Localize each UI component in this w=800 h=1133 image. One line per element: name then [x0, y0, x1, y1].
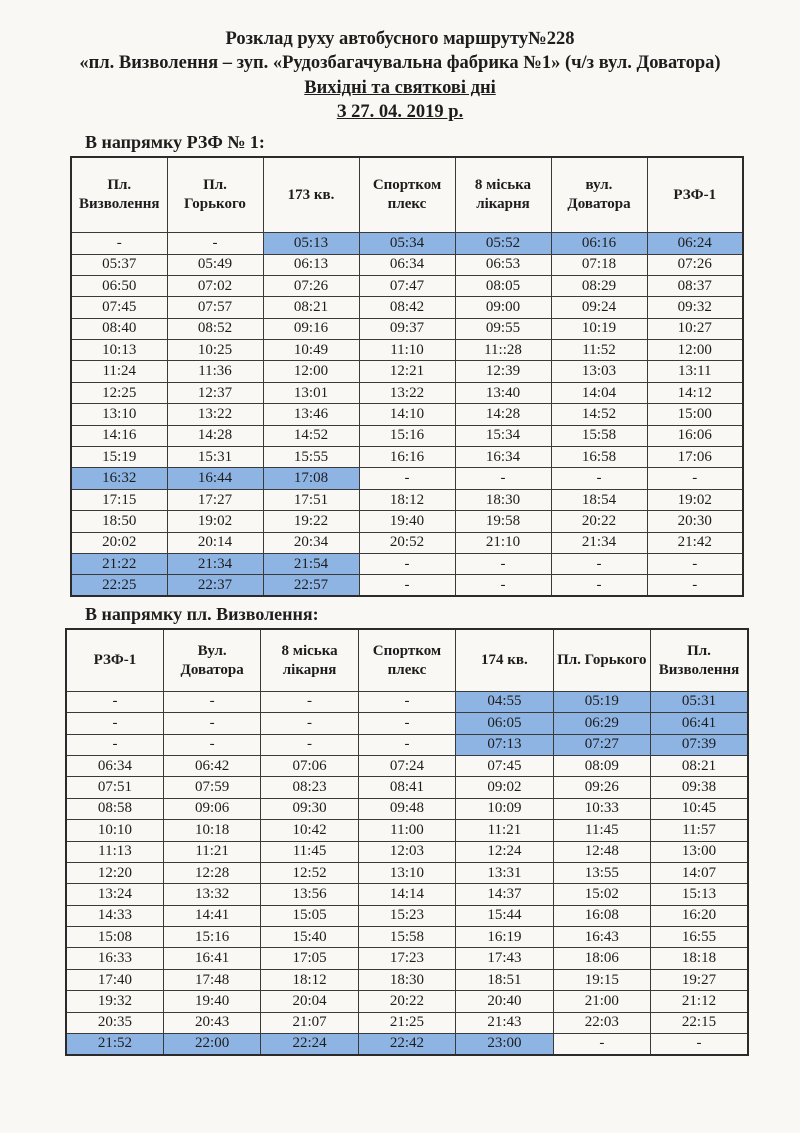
- time-cell: 10:42: [261, 820, 358, 841]
- time-cell: 11:45: [553, 820, 650, 841]
- timetable-row: [66, 755, 748, 776]
- timetable-row: [66, 1034, 748, 1055]
- time-cell: 08:23: [261, 777, 358, 798]
- time-cell: 07:26: [263, 275, 359, 296]
- column-header: Пл. Визволення: [71, 157, 167, 233]
- time-cell: 06:34: [359, 254, 455, 275]
- timetable-row: [71, 318, 743, 339]
- time-cell: -: [455, 575, 551, 596]
- section-1-label: В напрямку РЗФ № 1:: [85, 131, 265, 152]
- time-cell: 15:02: [553, 884, 650, 905]
- column-header: Пл. Горького: [167, 157, 263, 233]
- time-cell: 11:45: [261, 841, 358, 862]
- time-cell: 08:52: [167, 318, 263, 339]
- time-cell: 11:52: [551, 340, 647, 361]
- time-cell: 20:40: [456, 991, 553, 1012]
- time-cell: 20:34: [263, 532, 359, 553]
- time-cell: -: [167, 233, 263, 254]
- time-cell: 14:37: [456, 884, 553, 905]
- timetable-row: [71, 511, 743, 532]
- time-cell: -: [358, 734, 455, 755]
- time-cell: 22:25: [71, 575, 167, 596]
- time-cell: 07:06: [261, 755, 358, 776]
- time-cell: 13:24: [66, 884, 163, 905]
- time-cell: 22:00: [163, 1034, 260, 1055]
- time-cell: 18:54: [551, 489, 647, 510]
- time-cell: -: [647, 575, 743, 596]
- time-cell: 21:10: [455, 532, 551, 553]
- header-row: [71, 157, 743, 233]
- time-cell: 16:19: [456, 927, 553, 948]
- time-cell: 05:13: [263, 233, 359, 254]
- column-header: РЗФ-1: [647, 157, 743, 233]
- section-2-label: В напрямку пл. Визволення:: [85, 604, 319, 625]
- time-cell: 14:28: [455, 404, 551, 425]
- time-cell: 07:02: [167, 275, 263, 296]
- time-cell: 20:52: [359, 532, 455, 553]
- time-cell: -: [647, 468, 743, 489]
- time-cell: 21:07: [261, 1012, 358, 1033]
- time-cell: 09:37: [359, 318, 455, 339]
- time-cell: 18:30: [455, 489, 551, 510]
- time-cell: 16:44: [167, 468, 263, 489]
- timetable-row: [71, 489, 743, 510]
- time-cell: 06:29: [553, 713, 650, 734]
- time-cell: 07:45: [456, 755, 553, 776]
- timetable-row: [71, 297, 743, 318]
- time-cell: 10:27: [647, 318, 743, 339]
- time-cell: 15:19: [71, 447, 167, 468]
- time-cell: 08:41: [358, 777, 455, 798]
- time-cell: 08:21: [263, 297, 359, 318]
- time-cell: 17:40: [66, 969, 163, 990]
- time-cell: 18:50: [71, 511, 167, 532]
- time-cell: 12:52: [261, 862, 358, 883]
- time-cell: 11:13: [66, 841, 163, 862]
- time-cell: -: [163, 713, 260, 734]
- time-cell: 22:42: [358, 1034, 455, 1055]
- timetable-row: [66, 905, 748, 926]
- timetable-row: [71, 404, 743, 425]
- timetable-row: [66, 884, 748, 905]
- time-cell: 13:11: [647, 361, 743, 382]
- time-cell: 05:34: [359, 233, 455, 254]
- time-cell: 15:00: [647, 404, 743, 425]
- timetable-row: [71, 575, 743, 596]
- timetable-row: [71, 553, 743, 574]
- time-cell: 12:03: [358, 841, 455, 862]
- time-cell: 06:34: [66, 755, 163, 776]
- time-cell: 17:51: [263, 489, 359, 510]
- timetable-row: [71, 275, 743, 296]
- time-cell: 14:16: [71, 425, 167, 446]
- time-cell: 21:52: [66, 1034, 163, 1055]
- time-cell: 21:42: [647, 532, 743, 553]
- time-cell: 13:40: [455, 382, 551, 403]
- column-header: Вул. Доватора: [163, 629, 260, 691]
- time-cell: 12:37: [167, 382, 263, 403]
- time-cell: 06:24: [647, 233, 743, 254]
- time-cell: 20:04: [261, 991, 358, 1012]
- time-cell: 21:12: [651, 991, 748, 1012]
- header-row: [66, 629, 748, 691]
- time-cell: 14:10: [359, 404, 455, 425]
- time-cell: 19:40: [163, 991, 260, 1012]
- time-cell: 21:25: [358, 1012, 455, 1033]
- time-cell: 13:32: [163, 884, 260, 905]
- time-cell: 20:43: [163, 1012, 260, 1033]
- time-cell: 19:27: [651, 969, 748, 990]
- time-cell: 10:49: [263, 340, 359, 361]
- time-cell: 15:16: [359, 425, 455, 446]
- time-cell: 08:58: [66, 798, 163, 819]
- time-cell: 14:14: [358, 884, 455, 905]
- time-cell: 10:19: [551, 318, 647, 339]
- time-cell: 07:18: [551, 254, 647, 275]
- time-cell: 18:12: [261, 969, 358, 990]
- time-cell: 13:10: [358, 862, 455, 883]
- time-cell: 13:55: [553, 862, 650, 883]
- time-cell: 08:21: [651, 755, 748, 776]
- time-cell: 15:44: [456, 905, 553, 926]
- column-header: 174 кв.: [456, 629, 553, 691]
- time-cell: 08:37: [647, 275, 743, 296]
- time-cell: 08:40: [71, 318, 167, 339]
- time-cell: 06:13: [263, 254, 359, 275]
- time-cell: 05:31: [651, 691, 748, 712]
- time-cell: 16:33: [66, 948, 163, 969]
- timetable-row: [66, 798, 748, 819]
- time-cell: 21:43: [456, 1012, 553, 1033]
- time-cell: 14:41: [163, 905, 260, 926]
- time-cell: 15:34: [455, 425, 551, 446]
- timetable-row: [66, 991, 748, 1012]
- time-cell: 13:56: [261, 884, 358, 905]
- time-cell: 11:10: [359, 340, 455, 361]
- time-cell: -: [551, 553, 647, 574]
- time-cell: 22:15: [651, 1012, 748, 1033]
- time-cell: -: [551, 468, 647, 489]
- time-cell: -: [359, 575, 455, 596]
- time-cell: 16:32: [71, 468, 167, 489]
- time-cell: 18:30: [358, 969, 455, 990]
- time-cell: 18:12: [359, 489, 455, 510]
- timetable-row: [66, 927, 748, 948]
- timetable-row: [66, 969, 748, 990]
- time-cell: 10:25: [167, 340, 263, 361]
- time-cell: 20:35: [66, 1012, 163, 1033]
- time-cell: 18:06: [553, 948, 650, 969]
- document-title: Розклад руху автобусного маршруту№228: [225, 29, 575, 49]
- time-cell: 21:34: [167, 553, 263, 574]
- time-cell: 14:07: [651, 862, 748, 883]
- time-cell: 07:26: [647, 254, 743, 275]
- timetable-row: [71, 340, 743, 361]
- time-cell: 17:08: [263, 468, 359, 489]
- time-cell: -: [261, 734, 358, 755]
- time-cell: 14:52: [551, 404, 647, 425]
- time-cell: 04:55: [456, 691, 553, 712]
- time-cell: -: [66, 734, 163, 755]
- timetable-row: [66, 713, 748, 734]
- time-cell: 13:03: [551, 361, 647, 382]
- time-cell: 11:21: [456, 820, 553, 841]
- document-header: [0, 0, 800, 125]
- time-cell: 05:19: [553, 691, 650, 712]
- time-cell: 15:05: [261, 905, 358, 926]
- time-cell: 09:48: [358, 798, 455, 819]
- time-cell: 11:57: [651, 820, 748, 841]
- timetable-row: [71, 447, 743, 468]
- column-header: Пл. Визволення: [651, 629, 748, 691]
- time-cell: 11:21: [163, 841, 260, 862]
- time-cell: 07:39: [651, 734, 748, 755]
- time-cell: 20:30: [647, 511, 743, 532]
- time-cell: 06:53: [455, 254, 551, 275]
- time-cell: 12:21: [359, 361, 455, 382]
- time-cell: -: [359, 468, 455, 489]
- time-cell: 07:51: [66, 777, 163, 798]
- timetable-row: [66, 1012, 748, 1033]
- column-header: Спортком плекс: [358, 629, 455, 691]
- time-cell: 10:09: [456, 798, 553, 819]
- timetable-row: [71, 532, 743, 553]
- time-cell: 09:30: [261, 798, 358, 819]
- time-cell: 17:43: [456, 948, 553, 969]
- time-cell: 13:46: [263, 404, 359, 425]
- time-cell: 17:48: [163, 969, 260, 990]
- time-cell: 17:05: [261, 948, 358, 969]
- time-cell: 22:03: [553, 1012, 650, 1033]
- time-cell: 13:10: [71, 404, 167, 425]
- timetable-row: [71, 468, 743, 489]
- time-cell: 05:52: [455, 233, 551, 254]
- time-cell: 12:24: [456, 841, 553, 862]
- time-cell: -: [647, 553, 743, 574]
- time-cell: 18:51: [456, 969, 553, 990]
- time-cell: 10:18: [163, 820, 260, 841]
- time-cell: 09:00: [455, 297, 551, 318]
- time-cell: 12:28: [163, 862, 260, 883]
- timetable-row: [71, 425, 743, 446]
- time-cell: 09:38: [651, 777, 748, 798]
- time-cell: 13:31: [456, 862, 553, 883]
- timetable-to-rzf: [70, 156, 744, 598]
- time-cell: -: [163, 691, 260, 712]
- time-cell: 07:45: [71, 297, 167, 318]
- time-cell: 12:25: [71, 382, 167, 403]
- time-cell: 16:06: [647, 425, 743, 446]
- time-cell: 19:15: [553, 969, 650, 990]
- column-header: вул. Доватора: [551, 157, 647, 233]
- time-cell: 15:08: [66, 927, 163, 948]
- time-cell: 09:26: [553, 777, 650, 798]
- time-cell: 12:20: [66, 862, 163, 883]
- time-cell: 12:48: [553, 841, 650, 862]
- timetable-row: [66, 820, 748, 841]
- column-header: Пл. Горького: [553, 629, 650, 691]
- time-cell: 15:31: [167, 447, 263, 468]
- timetable-to-vyzvolennia: [65, 628, 749, 1056]
- time-cell: 22:57: [263, 575, 359, 596]
- time-cell: 11:00: [358, 820, 455, 841]
- time-cell: 07:24: [358, 755, 455, 776]
- time-cell: -: [359, 553, 455, 574]
- time-cell: 06:42: [163, 755, 260, 776]
- time-cell: 06:41: [651, 713, 748, 734]
- time-cell: 17:23: [358, 948, 455, 969]
- timetable-row: [66, 841, 748, 862]
- time-cell: 13:01: [263, 382, 359, 403]
- time-cell: -: [66, 713, 163, 734]
- time-cell: -: [66, 691, 163, 712]
- time-cell: 20:14: [167, 532, 263, 553]
- time-cell: 09:06: [163, 798, 260, 819]
- time-cell: -: [261, 713, 358, 734]
- time-cell: 11::28: [455, 340, 551, 361]
- timetable-row: [71, 254, 743, 275]
- time-cell: 09:16: [263, 318, 359, 339]
- time-cell: 16:34: [455, 447, 551, 468]
- time-cell: -: [261, 691, 358, 712]
- time-cell: 14:33: [66, 905, 163, 926]
- time-cell: 05:37: [71, 254, 167, 275]
- timetable-row: [66, 862, 748, 883]
- time-cell: 10:33: [553, 798, 650, 819]
- time-cell: 15:16: [163, 927, 260, 948]
- time-cell: 15:58: [358, 927, 455, 948]
- time-cell: 20:02: [71, 532, 167, 553]
- time-cell: 16:55: [651, 927, 748, 948]
- time-cell: 19:40: [359, 511, 455, 532]
- column-header: 8 міська лікарня: [455, 157, 551, 233]
- route-description: «пл. Визволення – зуп. «Рудозбагачувальна фабрика №1» (ч/з вул. Доватора): [79, 53, 721, 74]
- time-cell: 23:00: [456, 1034, 553, 1055]
- time-cell: 08:05: [455, 275, 551, 296]
- time-cell: 16:20: [651, 905, 748, 926]
- time-cell: 11:24: [71, 361, 167, 382]
- time-cell: 09:55: [455, 318, 551, 339]
- time-cell: 07:47: [359, 275, 455, 296]
- timetable-row: [71, 361, 743, 382]
- time-cell: 19:22: [263, 511, 359, 532]
- time-cell: 21:34: [551, 532, 647, 553]
- time-cell: 13:22: [167, 404, 263, 425]
- timetable-row: [71, 233, 743, 254]
- time-cell: 15:23: [358, 905, 455, 926]
- timetable-row: [66, 948, 748, 969]
- time-cell: 08:29: [551, 275, 647, 296]
- timetable-row: [66, 691, 748, 712]
- time-cell: 10:10: [66, 820, 163, 841]
- time-cell: 22:24: [261, 1034, 358, 1055]
- time-cell: 07:59: [163, 777, 260, 798]
- time-cell: 06:05: [456, 713, 553, 734]
- time-cell: -: [163, 734, 260, 755]
- time-cell: -: [551, 575, 647, 596]
- time-cell: 21:54: [263, 553, 359, 574]
- time-cell: 07:13: [456, 734, 553, 755]
- time-cell: 15:13: [651, 884, 748, 905]
- time-cell: 14:04: [551, 382, 647, 403]
- time-cell: 13:22: [359, 382, 455, 403]
- time-cell: 17:27: [167, 489, 263, 510]
- time-cell: 21:00: [553, 991, 650, 1012]
- time-cell: 06:50: [71, 275, 167, 296]
- time-cell: 20:22: [358, 991, 455, 1012]
- time-cell: 16:43: [553, 927, 650, 948]
- time-cell: 09:32: [647, 297, 743, 318]
- column-header: 173 кв.: [263, 157, 359, 233]
- time-cell: 06:16: [551, 233, 647, 254]
- time-cell: 21:22: [71, 553, 167, 574]
- time-cell: 19:02: [647, 489, 743, 510]
- time-cell: 15:58: [551, 425, 647, 446]
- time-cell: 16:16: [359, 447, 455, 468]
- time-cell: 12:39: [455, 361, 551, 382]
- timetable-row: [71, 382, 743, 403]
- column-header: Спортком плекс: [359, 157, 455, 233]
- time-cell: 16:41: [163, 948, 260, 969]
- days-of-operation: Вихідні та святкові дні: [304, 77, 496, 98]
- time-cell: 19:32: [66, 991, 163, 1012]
- time-cell: 22:37: [167, 575, 263, 596]
- time-cell: -: [455, 553, 551, 574]
- time-cell: 15:40: [261, 927, 358, 948]
- column-header: 8 міська лікарня: [261, 629, 358, 691]
- time-cell: 13:00: [651, 841, 748, 862]
- time-cell: 14:12: [647, 382, 743, 403]
- time-cell: 12:00: [647, 340, 743, 361]
- time-cell: -: [455, 468, 551, 489]
- timetable-row: [66, 777, 748, 798]
- time-cell: -: [358, 713, 455, 734]
- time-cell: 19:58: [455, 511, 551, 532]
- time-cell: 20:22: [551, 511, 647, 532]
- time-cell: 16:08: [553, 905, 650, 926]
- time-cell: -: [651, 1034, 748, 1055]
- time-cell: 09:02: [456, 777, 553, 798]
- time-cell: 18:18: [651, 948, 748, 969]
- time-cell: 07:27: [553, 734, 650, 755]
- effective-date: З 27. 04. 2019 р.: [336, 102, 464, 123]
- time-cell: 10:45: [651, 798, 748, 819]
- time-cell: 17:06: [647, 447, 743, 468]
- time-cell: 19:02: [167, 511, 263, 532]
- time-cell: 07:57: [167, 297, 263, 318]
- time-cell: 09:24: [551, 297, 647, 318]
- time-cell: 14:52: [263, 425, 359, 446]
- time-cell: 17:15: [71, 489, 167, 510]
- time-cell: 12:00: [263, 361, 359, 382]
- time-cell: -: [553, 1034, 650, 1055]
- time-cell: 16:58: [551, 447, 647, 468]
- time-cell: 15:55: [263, 447, 359, 468]
- timetable-row: [66, 734, 748, 755]
- time-cell: -: [71, 233, 167, 254]
- column-header: РЗФ-1: [66, 629, 163, 691]
- time-cell: 14:28: [167, 425, 263, 446]
- time-cell: 05:49: [167, 254, 263, 275]
- time-cell: -: [358, 691, 455, 712]
- time-cell: 08:09: [553, 755, 650, 776]
- time-cell: 10:13: [71, 340, 167, 361]
- time-cell: 11:36: [167, 361, 263, 382]
- time-cell: 08:42: [359, 297, 455, 318]
